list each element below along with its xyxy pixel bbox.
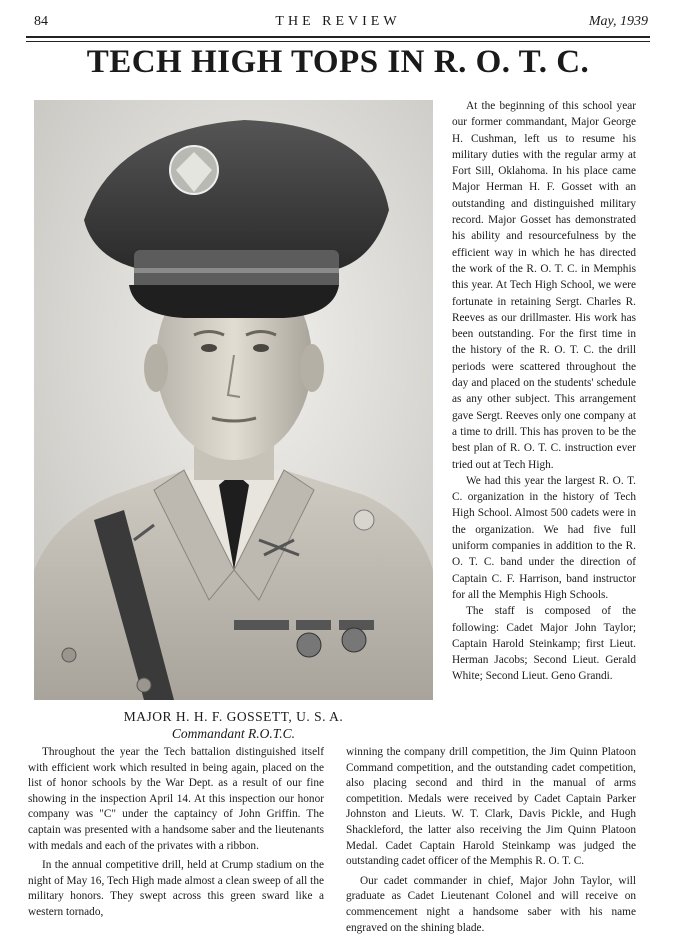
header-rule	[26, 36, 650, 38]
publication-title: THE REVIEW	[275, 14, 401, 29]
paragraph: In the annual competitive drill, held at Crump stadium on the night of May 16, Tech High made almost a clean sweep of all the military honors. They swept across this green sward like a western tornado,	[28, 859, 324, 918]
page-number: 84	[34, 14, 48, 29]
portrait-photo	[34, 100, 433, 700]
article-right-column	[452, 98, 636, 685]
article-middle-column	[346, 745, 636, 940]
issue-date: May, 1939	[588, 14, 648, 29]
running-header	[26, 14, 650, 32]
paragraph: Throughout the year the Tech battalion distinguished itself with efficient work which resulted in being again, placed on the list of honor schools by the War Dept. as a result of our fine showing in the inspection April 14. At this inspection our honor company was "C" under the captaincy of John Griffin. The captain was presented with a handsome saber and the lieutenants with medals and each of the privates with a ribbon.	[28, 746, 324, 852]
photo-caption	[34, 708, 433, 742]
paragraph: We had this year the largest R. O. T. C. organization in the history of Tech High School. Almost 500 cadets were in the organization. We had five full uniform companies in addition to the R. O. T. C. band under the direction of Captain C. F. Harrison, band instructor for all the Memphis High Schools.	[452, 474, 636, 601]
article-headline: TECH HIGH TOPS IN R. O. T. C.	[86, 44, 590, 80]
header-rule-thin	[26, 41, 650, 42]
paragraph: Our cadet commander in chief, Major John Taylor, will graduate as Cadet Lieutenant Colonel and will receive on commencement night a handsome saber with his name engraved on the shining blade.	[346, 874, 636, 934]
paragraph: The staff is composed of the following: Cadet Major John Taylor; Captain Harold Steinkamp; first Lieut. Herman Jacobs; Second Lieut. Gerald White; Second Lieut. Geno Grandi.	[452, 605, 636, 683]
paragraph: winning the company drill competition, the Jim Quinn Platoon Command competition, and the outstanding cadet competition, also placing second and third in the manual of arms competition. Medals were received by Cadet Captain Parker Johnston and Lieuts. W. T. Clark, Davis Pickle, and Hugh Shackleford, the latter also receiving the Jim Quinn Platoon Medal. Cadet Captain Harold Steinkamp was judged the outstanding cadet officer of the Memphis R. O. T. C.	[346, 746, 636, 868]
article-left-column	[28, 745, 324, 925]
caption-title: Commandant R.O.T.C.	[171, 726, 296, 741]
paragraph: At the beginning of this school year our former commandant, Major George H. Cushman, left us to resume his military duties with the regular army at Fort Sill, Oklahoma. In his place came Major Herman H. F. Gosset with an outstanding and distinguished military record. Major Gosset has demonstrated his ability and resourcefulness by the efficient way in which he has directed the work of the R. O. T. C. in Memphis this year. At Tech High School, we were fortunate in retaining Sergt. Charles R. Reeves as our drillmaster. His work has been outstanding. For the first time in the history of the R. O. T. C. the drill periods were scattered throughout the day and placed on the students' schedule as any other subject. This arrangement gave Sergt. Reeves only one company at a time to drill. This has proven to be the best plan of R. O. T. C. instruction ever tried out at Tech High.	[452, 100, 636, 471]
caption-name: MAJOR H. H. F. GOSSETT, U. S. A.	[123, 709, 344, 724]
